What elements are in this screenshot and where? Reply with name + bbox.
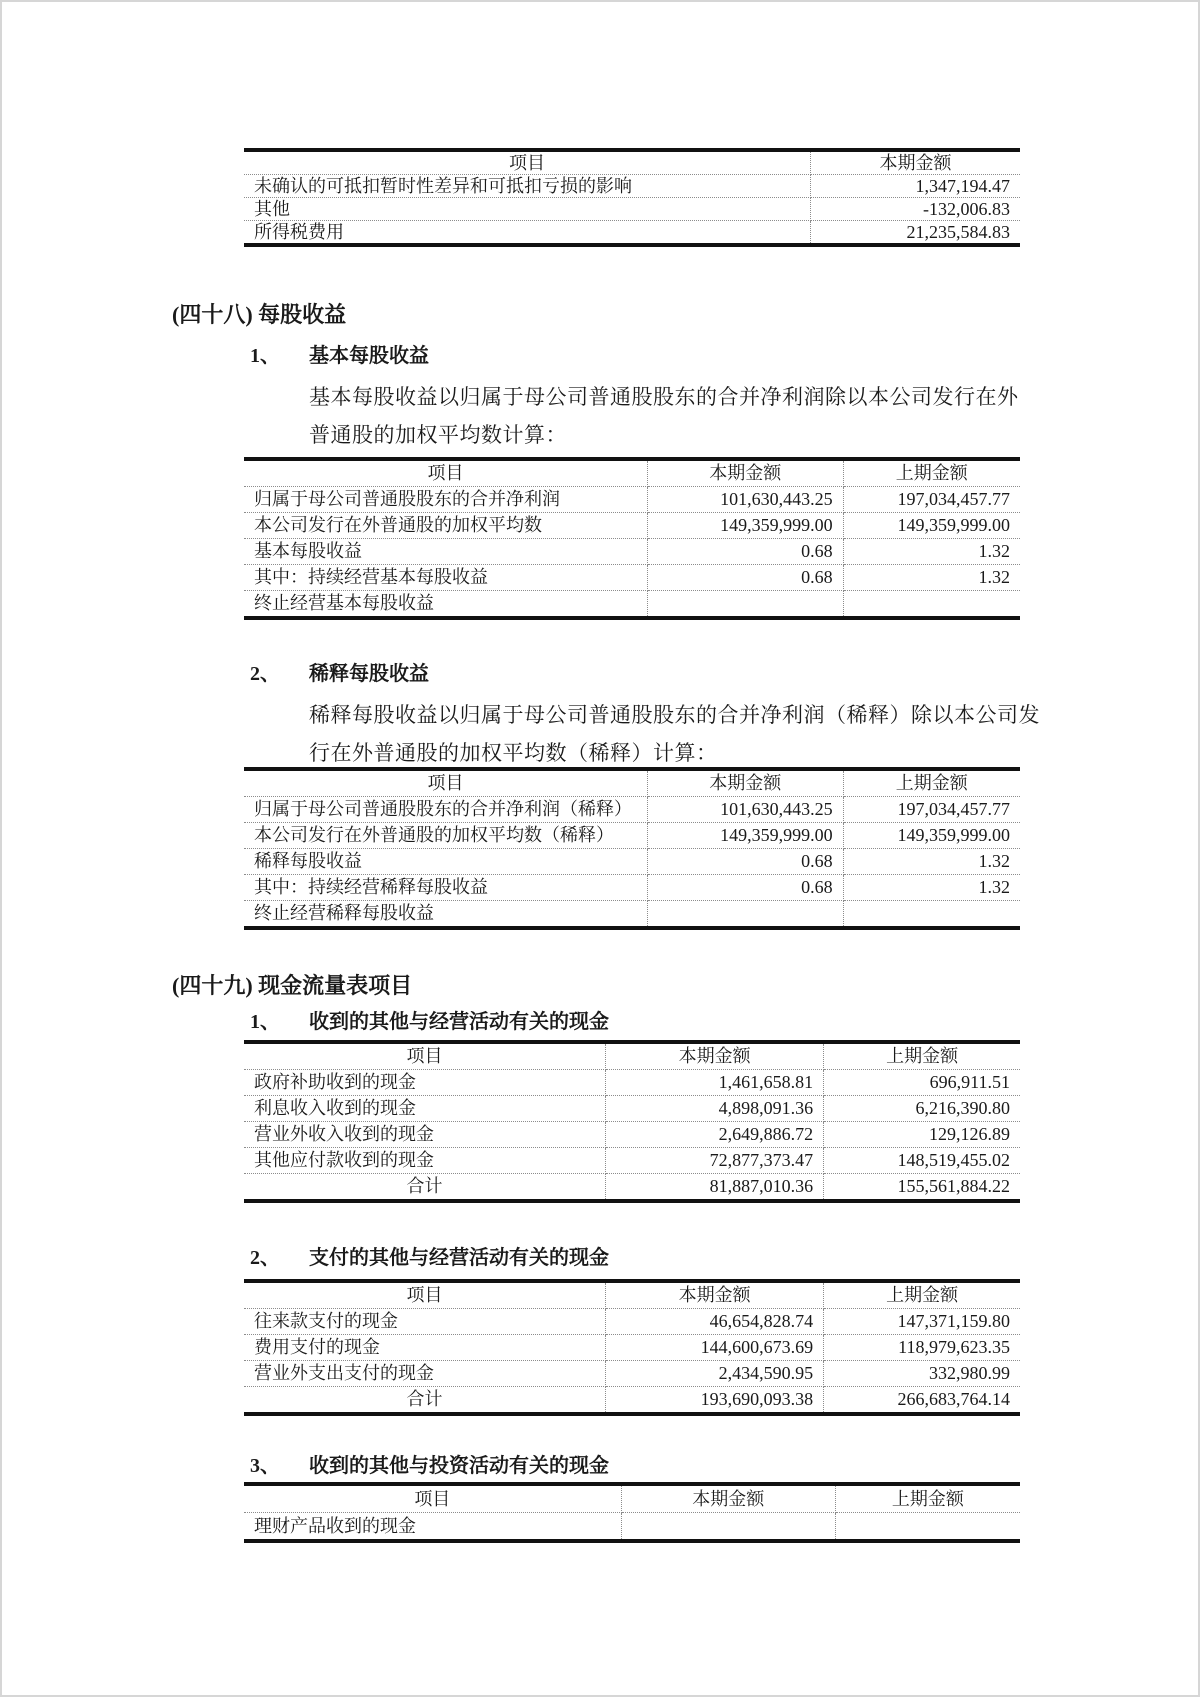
current-amount-cell: 0.68 [648, 875, 844, 901]
total-current-amount-cell: 81,887,010.36 [606, 1174, 824, 1202]
current-amount-cell: 72,877,373.47 [606, 1148, 824, 1174]
item-cell: 本公司发行在外普通股的加权平均数 [244, 513, 648, 539]
column-header-item: 项目 [244, 150, 810, 175]
column-header-item: 项目 [244, 1042, 606, 1070]
current-amount-cell [648, 591, 844, 619]
table-row [244, 198, 1020, 221]
column-header-current-amount: 本期金额 [648, 769, 844, 797]
current-amount-cell: 149,359,999.00 [648, 823, 844, 849]
current-amount-cell: 46,654,828.74 [606, 1309, 824, 1335]
total-prior-amount-cell: 266,683,764.14 [897, 1389, 1010, 1409]
prior-amount-cell [835, 1513, 1020, 1542]
item-cell: 其中：持续经营基本每股收益 [244, 565, 648, 591]
subsection-49-3-title: 收到的其他与投资活动有关的现金 [309, 1455, 609, 1477]
header-row [244, 150, 1020, 175]
subsection-48-1-number: 1、 [250, 345, 280, 367]
prior-amount-cell [843, 591, 1020, 619]
column-header-item: 项目 [244, 1281, 606, 1309]
column-header-item: 项目 [244, 459, 648, 487]
prior-amount-cell: 149,359,999.00 [843, 823, 1020, 849]
table-row [244, 901, 1020, 929]
prior-amount-cell: 332,980.99 [824, 1361, 1020, 1387]
paragraph-line: 稀释每股收益以归属于母公司普通股股东的合并净利润（稀释）除以本公司发 [309, 703, 1040, 727]
table-row [244, 1122, 1020, 1148]
basic-eps-table [244, 457, 1020, 620]
column-header-item: 项目 [244, 769, 648, 797]
item-cell: 本公司发行在外普通股的加权平均数（稀释） [244, 823, 648, 849]
subsection-48-1-title: 基本每股收益 [309, 345, 429, 367]
item-cell: 利息收入收到的现金 [244, 1096, 606, 1122]
table-row [244, 1096, 1020, 1122]
current-amount-cell [648, 901, 844, 929]
table-row [244, 565, 1020, 591]
table-row [244, 539, 1020, 565]
subsection-49-1-title: 收到的其他与经营活动有关的现金 [309, 1011, 609, 1033]
table-row [244, 1309, 1020, 1335]
paragraph-line: 普通股的加权平均数计算： [309, 423, 567, 447]
current-amount-cell [621, 1513, 835, 1542]
item-cell: 营业外支出支付的现金 [244, 1361, 606, 1387]
subsection-48-2-title: 稀释每股收益 [309, 663, 429, 685]
column-header-current-amount: 本期金额 [606, 1042, 824, 1070]
current-amount-cell: 101,630,443.25 [648, 797, 844, 823]
table-row [244, 487, 1020, 513]
item-cell: 基本每股收益 [244, 539, 648, 565]
item-cell: 未确认的可抵扣暂时性差异和可抵扣亏损的影响 [244, 175, 810, 198]
prior-amount-cell: 696,911.51 [824, 1070, 1020, 1096]
subsection-49-2-number: 2、 [250, 1247, 280, 1269]
total-label-cell: 合计 [244, 1174, 606, 1202]
column-header-prior-amount: 上期金额 [843, 459, 1020, 487]
prior-amount-cell: 197,034,457.77 [843, 797, 1020, 823]
table-row [244, 513, 1020, 539]
investing-receipts-table [244, 1482, 1020, 1543]
subsection-49-1-number: 1、 [250, 1011, 280, 1033]
current-amount-cell: 0.68 [648, 849, 844, 875]
prior-amount-cell: 1.32 [843, 849, 1020, 875]
prior-amount-cell: 197,034,457.77 [843, 487, 1020, 513]
item-cell: 稀释每股收益 [244, 849, 648, 875]
income-tax-table [244, 148, 1020, 247]
column-header-prior-amount: 上期金额 [824, 1042, 1020, 1070]
current-amount-cell: 144,600,673.69 [606, 1335, 824, 1361]
prior-amount-cell: 1.32 [843, 875, 1020, 901]
current-amount-cell: 149,359,999.00 [648, 513, 844, 539]
subsection-49-3-number: 3、 [250, 1455, 280, 1477]
item-cell: 终止经营基本每股收益 [244, 591, 648, 619]
table-row [244, 1513, 1020, 1542]
prior-amount-cell [843, 901, 1020, 929]
prior-amount-cell: 1.32 [843, 539, 1020, 565]
item-cell: 归属于母公司普通股股东的合并净利润（稀释） [244, 797, 648, 823]
total-current-amount-cell: 193,690,093.38 [606, 1387, 824, 1415]
item-cell: 其他应付款收到的现金 [244, 1148, 606, 1174]
prior-amount-cell: 148,519,455.02 [824, 1148, 1020, 1174]
current-amount-cell: 1,461,658.81 [606, 1070, 824, 1096]
item-cell: 理财产品收到的现金 [244, 1513, 621, 1542]
prior-amount-cell: 147,371,159.80 [824, 1309, 1020, 1335]
item-cell: 营业外收入收到的现金 [244, 1122, 606, 1148]
subsection-49-2-title: 支付的其他与经营活动有关的现金 [309, 1247, 609, 1269]
table-row [244, 175, 1020, 198]
header-row [244, 459, 1020, 487]
prior-amount-cell: 1.32 [843, 565, 1020, 591]
header-row [244, 1484, 1020, 1513]
subsection-48-2-number: 2、 [250, 663, 280, 685]
current-amount-cell: 4,898,091.36 [606, 1096, 824, 1122]
header-row [244, 1281, 1020, 1309]
prior-amount-cell: 129,126.89 [824, 1122, 1020, 1148]
table-row [244, 849, 1020, 875]
section-49-heading: (四十九) 现金流量表项目 [172, 973, 413, 998]
current-amount-cell: 1,347,194.47 [810, 175, 1020, 198]
item-cell: 其他 [244, 198, 810, 221]
prior-amount-cell: 6,216,390.80 [824, 1096, 1020, 1122]
column-header-current-amount: 本期金额 [810, 150, 1020, 175]
table-row [244, 823, 1020, 849]
table-row [244, 1361, 1020, 1387]
item-cell: 往来款支付的现金 [244, 1309, 606, 1335]
item-cell: 所得税费用 [244, 221, 810, 246]
column-header-prior-amount: 上期金额 [824, 1281, 1020, 1309]
section-48-heading: (四十八) 每股收益 [172, 302, 347, 327]
paragraph-line: 行在外普通股的加权平均数（稀释）计算： [309, 741, 718, 765]
item-cell: 费用支付的现金 [244, 1335, 606, 1361]
current-amount-cell: 0.68 [648, 565, 844, 591]
header-row [244, 1042, 1020, 1070]
column-header-current-amount: 本期金额 [606, 1281, 824, 1309]
current-amount-cell: 101,630,443.25 [648, 487, 844, 513]
column-header-current-amount: 本期金额 [648, 459, 844, 487]
operating-payments-table [244, 1279, 1020, 1416]
column-header-item: 项目 [244, 1484, 621, 1513]
prior-amount-cell: 118,979,623.35 [824, 1335, 1020, 1361]
column-header-prior-amount: 上期金额 [835, 1484, 1020, 1513]
total-label-cell: 合计 [244, 1387, 606, 1415]
item-cell: 其中：持续经营稀释每股收益 [244, 875, 648, 901]
current-amount-cell: 2,649,886.72 [606, 1122, 824, 1148]
current-amount-cell: 21,235,584.83 [906, 222, 1010, 242]
item-cell: 归属于母公司普通股股东的合并净利润 [244, 487, 648, 513]
table-row [244, 1335, 1020, 1361]
current-amount-cell: 2,434,590.95 [606, 1361, 824, 1387]
column-header-current-amount: 本期金额 [621, 1484, 835, 1513]
column-header-prior-amount: 上期金额 [843, 769, 1020, 797]
total-row [244, 1387, 1020, 1415]
diluted-eps-table [244, 767, 1020, 930]
table-row [244, 591, 1020, 619]
header-row [244, 769, 1020, 797]
table-row [244, 1070, 1020, 1096]
operating-receipts-table [244, 1040, 1020, 1203]
table-row [244, 875, 1020, 901]
item-cell: 终止经营稀释每股收益 [244, 901, 648, 929]
table-row [244, 1148, 1020, 1174]
total-row [244, 1174, 1020, 1202]
current-amount-cell: 0.68 [648, 539, 844, 565]
table-row [244, 221, 1020, 246]
paragraph-line: 基本每股收益以归属于母公司普通股股东的合并净利润除以本公司发行在外 [309, 385, 1019, 409]
table-row [244, 797, 1020, 823]
current-amount-cell: -132,006.83 [810, 198, 1020, 221]
total-prior-amount-cell: 155,561,884.22 [897, 1176, 1010, 1196]
item-cell: 政府补助收到的现金 [244, 1070, 606, 1096]
prior-amount-cell: 149,359,999.00 [843, 513, 1020, 539]
